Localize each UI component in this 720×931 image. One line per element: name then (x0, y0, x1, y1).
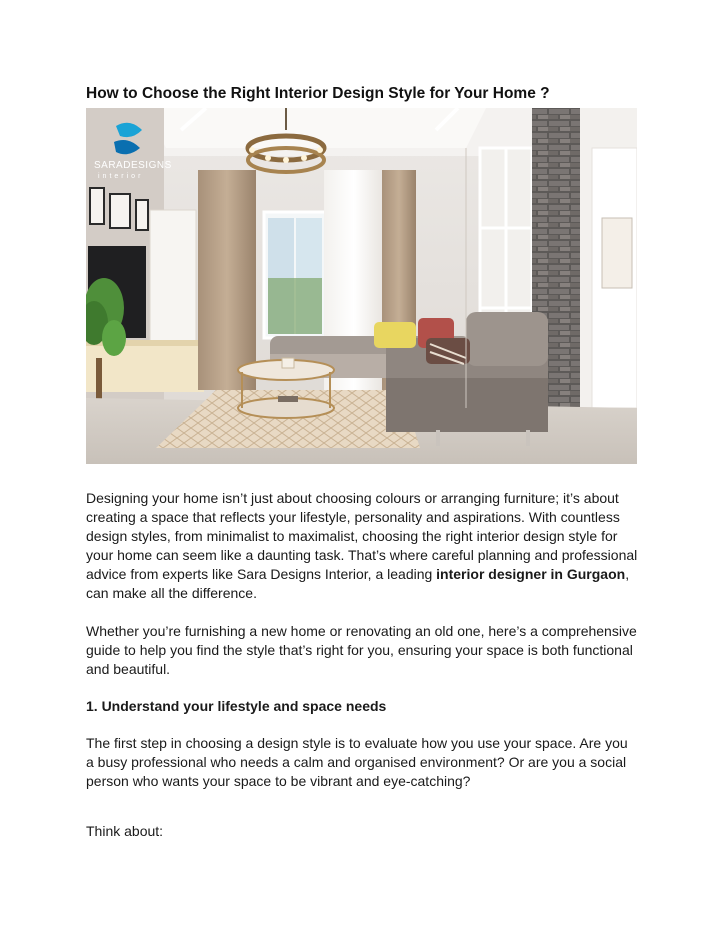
logo-subtext: interior (98, 173, 144, 180)
intro-text-before: Designing your home isn’t just about choosing colours or arranging furniture; it’s about creating a space that reflects your lifestyle, personality and aspirations. With countless design styles, from minimalist to maximalist, choosing the right interior design style for your home can seem like a daunting task. That’s where careful planning and professional advice from experts like Sara Designs Interior, a leading (86, 490, 638, 582)
hero-image (86, 108, 637, 464)
page-title: How to Choose the Right Interior Design Style for Your Home ? (86, 85, 550, 102)
think-about-label: Think about: (86, 823, 164, 839)
intro-bold-link-text: interior designer in Gurgaon (436, 566, 626, 582)
intro-paragraph (86, 489, 638, 603)
intro-text-after: , can make all the difference. (86, 566, 630, 601)
logo-text: SARADESIGNS (94, 160, 172, 171)
guide-paragraph: Whether you’re furnishing a new home or renovating an old one, here’s a comprehensive guide to help you find the style that’s right for you, ensuring your space is both functional and beautiful. (86, 623, 637, 677)
section-heading-1: 1. Understand your lifestyle and space needs (86, 698, 387, 714)
lifestyle-paragraph: The first step in choosing a design style is to evaluate how you use your space. Are you a busy professional who needs a calm and organised environment? Or are you a social person who wants your space to be vibrant and eye-catching? (86, 735, 628, 789)
